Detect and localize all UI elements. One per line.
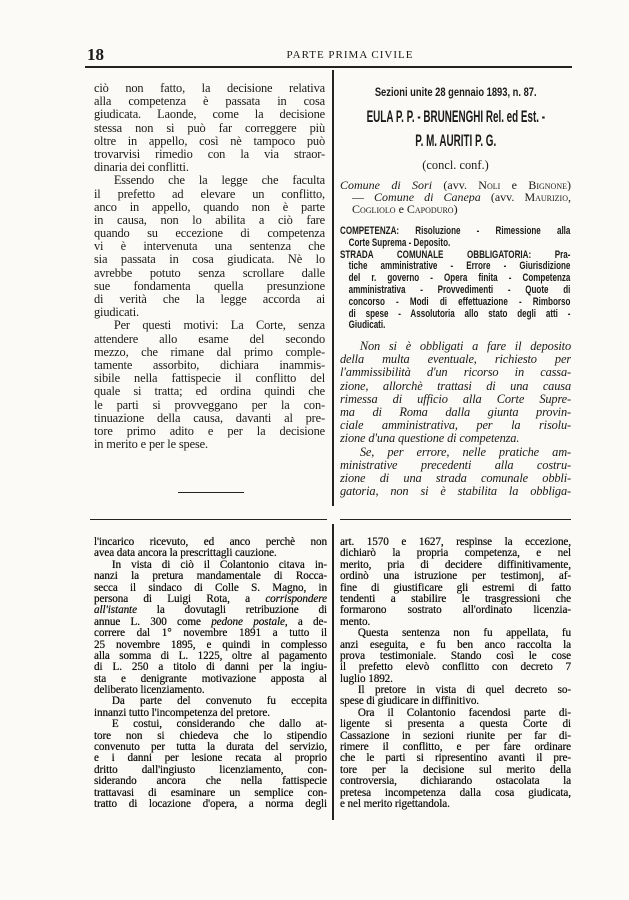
text-line: controversia, dichiarando ostacolata la	[340, 776, 571, 788]
text-line	[94, 753, 327, 764]
text-segment: trattavasi di esaminare un semplice con-	[94, 787, 327, 799]
text-line: tamente assorbito, dichiara inammis-	[94, 358, 325, 372]
prosecutor-heading-row	[340, 130, 571, 152]
text-line	[94, 594, 327, 605]
text-line: tore primo adito e per la decisione	[94, 424, 325, 438]
text-line: Questa sentenza non fu appellata, fu	[357, 628, 571, 640]
text-segment: (avv.	[480, 191, 525, 203]
parties	[340, 179, 571, 215]
text-line: sue fondamenta quella presunzione	[94, 279, 325, 293]
conclusion-note: (concl. conf.)	[422, 158, 489, 172]
text-line: di verità che la legge accorda ai	[94, 293, 325, 306]
text-line: ministrative precedenti alla costru-	[340, 458, 571, 472]
text-line: e nel merito rigettandola.	[340, 798, 450, 810]
text-line	[94, 560, 327, 571]
text-line: Se, per errore, nelle pratiche am-	[359, 445, 571, 459]
italic-text: Comune di Sori	[340, 179, 433, 191]
text-line	[94, 651, 327, 662]
text-line: Corte Suprema - Deposito.	[348, 237, 451, 249]
text-segment: correre dal 1° novembre 1891 a tutto il	[94, 628, 327, 640]
top-left-column	[94, 82, 325, 451]
text-line: dinaria dei conflitti.	[94, 161, 189, 175]
text-segment: dritto dall'ingiusto licenziamento, con-	[94, 764, 327, 776]
summary-keywords	[340, 226, 570, 332]
text-segment: , a de-	[284, 616, 327, 628]
text-line: della multa eventuale, richiesto per	[340, 353, 571, 367]
column-divider-top	[332, 70, 334, 506]
small-caps-name: Cogliolo	[352, 203, 396, 215]
text-line: vi è intervenuta una sentenza che	[94, 240, 325, 254]
text-segment: —	[352, 191, 375, 203]
text-line: tiche amministrative - Errore - Giurisdizione	[348, 261, 571, 273]
text-line: zione di una strada comunale obbli-	[340, 471, 571, 485]
text-segment: secca il sindaco di Colle S. Magno, in	[94, 582, 327, 594]
text-line: dichiarò la propria competenza, e nel	[340, 548, 571, 560]
text-line	[94, 628, 327, 639]
text-segment: alla somma di L. 1225, oltre al pagamento	[94, 650, 327, 662]
text-line	[94, 537, 327, 548]
text-segment: e	[500, 179, 529, 191]
italic-text: Comune di Canepa	[374, 191, 481, 203]
text-line	[94, 548, 327, 559]
italic-text: all'istante	[94, 605, 137, 617]
text-line	[94, 696, 327, 707]
text-line: quando su eccezione di competenza	[94, 227, 325, 241]
text-line: l'ammissibilità d'un ricorso in cassa-	[340, 366, 571, 380]
column-divider-bottom	[332, 524, 334, 820]
text-line: prova testimoniale. Stando così le cose	[340, 650, 571, 662]
session-heading-row	[340, 85, 571, 101]
text-segment: Da parte del convenuto fu eccepita	[111, 696, 327, 708]
section-rule-left	[90, 519, 327, 520]
header-rule	[85, 66, 572, 68]
text-line: di spese - Assolutoria allo stato degli atti -	[348, 308, 571, 320]
text-line: alla competenza è passata in cosa	[94, 95, 325, 109]
text-line: ma di Roma dalla giunta provin-	[340, 405, 571, 419]
text-line	[94, 719, 327, 730]
small-caps-name: Noli	[478, 179, 501, 191]
text-segment: tratto di locazione d'opera, a norma degli	[94, 798, 327, 810]
page-number: 18	[87, 45, 104, 64]
text-line: il prefetto ad elevare un conflitto,	[94, 187, 325, 201]
text-line: zione, allorchè trattasi di una causa	[340, 379, 571, 393]
section-rule-right	[340, 519, 571, 520]
text-line: fine di giustificare gli estremi di fatto	[340, 582, 571, 594]
text-line: Giudicati.	[348, 320, 386, 332]
text-segment: )	[453, 203, 458, 215]
judges-heading: EULA P. P. - BRUNENGHI Rel. ed Est. -	[366, 107, 545, 126]
text-line	[94, 776, 327, 787]
text-line: spese di giudicare in diffinitivo.	[340, 696, 480, 708]
text-segment: )	[567, 179, 571, 191]
text-line	[94, 617, 327, 628]
text-segment: convenuto per tutta la durata del servizio,	[94, 742, 327, 754]
text-line: che le parti si ripresentino avanti il pre-	[340, 753, 571, 765]
text-line: Non si è obbligati a fare il deposito	[359, 340, 571, 353]
text-line: in merito e per le spese.	[94, 438, 208, 452]
text-line: tinuazione della causa, davanti al pre-	[94, 411, 325, 425]
text-line: sibile nella fattispecie il conflitto del	[94, 372, 325, 386]
text-line: anzi eseguita, e fu ben anco raccolta la	[340, 639, 571, 651]
text-line: le parti si provveggano per la con-	[94, 398, 325, 412]
text-segment: In vista di ciò il Colantonio citava in-	[111, 559, 327, 571]
text-line: anco in appello, quando non è parte	[94, 200, 325, 214]
text-line: giudicati.	[94, 306, 139, 320]
text-line: Per questi motivi: La Corte, senza	[113, 319, 325, 333]
text-segment: (avv.	[432, 179, 479, 191]
text-line: art. 1570 e 1627, respinse la eccezione,	[340, 537, 571, 548]
text-line	[340, 179, 571, 191]
text-line	[94, 662, 327, 673]
text-segment: e i danni per lesione recata al proprio	[94, 753, 327, 765]
text-line: mezzo, che rimane dal primo comple-	[94, 345, 325, 359]
text-segment: persona di Luigi Rota, a	[94, 593, 266, 605]
text-segment: l'incarico ricevuto, ed anco perchè non	[94, 537, 327, 548]
text-segment: deliberato licenziamento.	[94, 685, 205, 697]
text-line: tendenti a stabilire le trasgressioni che	[340, 593, 571, 605]
legal-maxim	[340, 340, 571, 498]
text-line: gatoria, non si è stabilita la obbliga-	[340, 485, 571, 499]
text-line: luglio 1892.	[340, 673, 393, 685]
text-line: trovarvisi rimedio con la via straor-	[94, 147, 325, 161]
text-segment: E costui, considerando che dallo at-	[111, 719, 327, 731]
text-line: rimere il conflitto, e per fare ordinare	[340, 742, 571, 754]
text-line	[94, 731, 327, 742]
text-line: Cassazione in sezioni riunite per far di-	[340, 730, 571, 742]
text-line: concorso - Modi di effettuazione - Rimborso	[348, 296, 571, 308]
session-heading: Sezioni unite 28 gennaio 1893, n. 87.	[374, 85, 537, 99]
text-segment: innanzi tutto l'incompetenza del pretore.	[94, 707, 270, 719]
text-line: ciò non fatto, la decisione relativa	[94, 82, 325, 95]
text-line	[94, 674, 327, 685]
text-line: COMPETENZA: Risoluzione - Rimessione alla	[340, 226, 571, 237]
text-line: zione d'una questione di competenza.	[340, 432, 520, 446]
text-line: tore per la decisione sul merito della	[340, 764, 571, 776]
text-line: Essendo che la legge che faculta	[113, 174, 325, 188]
text-line: quale si tratta; ed ordina quindi che	[94, 385, 325, 399]
text-line: oltre in appello, così nè tampoco può	[94, 134, 325, 148]
text-line: Ora il Colantonio facendosi parte di-	[357, 707, 571, 719]
text-line	[94, 583, 327, 594]
text-line: in causa, non lo abilita a ciò fare	[94, 213, 325, 227]
text-segment: sta e denigrante motivazione apposta al	[94, 673, 327, 685]
text-line: mento.	[340, 616, 371, 628]
end-of-decision-rule	[178, 492, 244, 493]
text-segment: la dovutagli retribuzione di	[136, 605, 327, 617]
text-segment: avea data ancora la prescrittagli cauzione.	[94, 548, 277, 560]
judges-heading-row	[340, 106, 571, 128]
text-line	[340, 191, 571, 203]
text-line: attendere allo esame del secondo	[94, 332, 325, 346]
text-line	[94, 685, 327, 696]
text-line: avrebbe potuto senza scrollare dalle	[94, 266, 325, 280]
bottom-right-column	[340, 537, 571, 810]
italic-text: pedone postale	[211, 616, 285, 628]
text-line: Il pretore in vista di quel decreto so-	[357, 685, 571, 697]
text-line	[94, 742, 327, 753]
text-line: del r. governo - Opera finita - Competenza	[348, 273, 571, 285]
text-line	[94, 708, 327, 719]
text-line: giudicata. Laonde, come la decisione	[94, 108, 325, 122]
small-caps-name: Bignone	[528, 179, 567, 191]
italic-text: corrispondere	[265, 593, 327, 605]
text-line: ciale amministrativa, per la risolu-	[340, 419, 571, 433]
text-line: sia passata in cosa giudicata. Nè lo	[94, 253, 325, 267]
text-line	[340, 203, 571, 215]
text-line	[94, 571, 327, 582]
text-line: ordinò una istruzione per testimonj, af-	[340, 571, 571, 583]
text-line: amministrativa - Provvedimenti - Quote di	[348, 284, 571, 296]
text-line: formarono sostrato all'ordinato licenzia-	[340, 605, 571, 617]
small-caps-name: Capoduro	[406, 203, 454, 215]
text-segment: 25 novembre 1895, e quindi in complesso	[94, 639, 327, 651]
text-line	[94, 799, 327, 810]
text-line: ligente si presenta a questa Corte di	[340, 719, 571, 731]
text-line	[94, 640, 327, 651]
text-segment: di L. 250 a titolo di danni per la ingiu-	[94, 662, 327, 674]
text-line	[94, 765, 327, 776]
text-segment: tore non si chiedeva che lo stipendio	[94, 730, 327, 742]
text-segment: nanzi la pretura mandamentale di Rocca-	[94, 571, 327, 583]
text-line	[94, 788, 327, 799]
text-line: stessa non si può far correggere più	[94, 121, 325, 135]
small-caps-name: Maurizio,	[524, 191, 571, 203]
text-line: rimessa di ufficio alla Corte Supre-	[340, 392, 571, 406]
text-line: il prefetto elevò conflitto con decreto 7	[340, 662, 571, 674]
text-segment: e	[395, 203, 407, 215]
bottom-left-column	[94, 537, 327, 810]
text-line: pretesa incompetenza dalla cosa giudicata,	[340, 787, 571, 799]
running-title: PARTE PRIMA CIVILE	[286, 49, 414, 61]
text-line	[94, 605, 327, 616]
text-segment: siderando ancora che nella fattispecie	[94, 776, 327, 788]
text-segment: annue L. 300 come	[94, 616, 212, 628]
text-line: merito, pria di decidere diffinitivamente,	[340, 559, 571, 571]
text-line: STRADA COMUNALE OBBLIGATORIA: Pra-	[340, 249, 571, 261]
prosecutor-heading: P. M. AURITI P. G.	[415, 131, 496, 150]
